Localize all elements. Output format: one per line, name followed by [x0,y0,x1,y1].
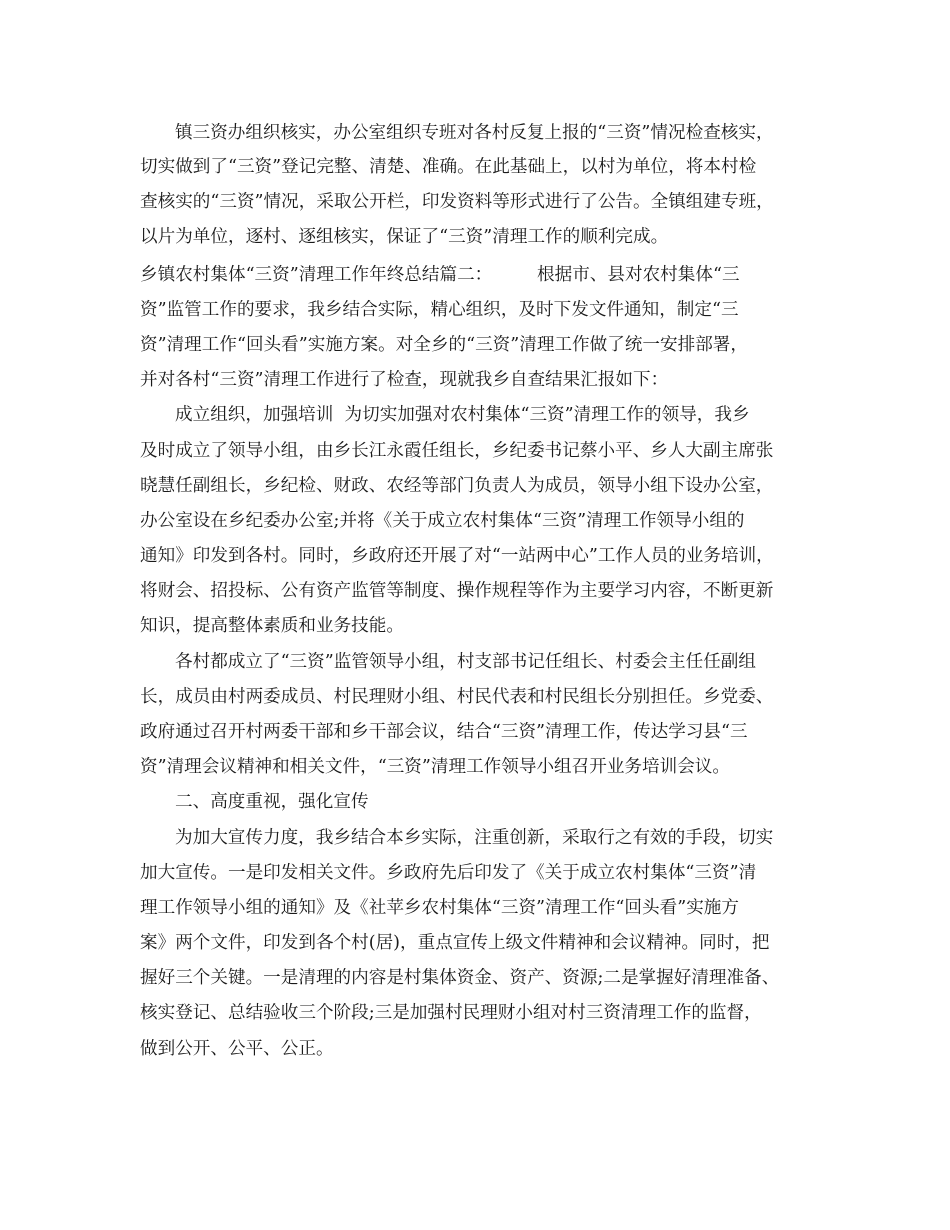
text-line: 政府通过召开村两委干部和乡干部会议，结合“三资”清理工作，传达学习县“三 [140,722,748,742]
text-line: 晓慧任副组长，乡纪检、财政、农经等部门负责人为成员，领导小组下设办公室， [140,476,774,496]
text-line: 理工作领导小组的通知》及《社苹乡农村集体“三资”清理工作“回头看”实施方 [140,898,739,918]
text-line: 及时成立了领导小组，由乡长江永霞任组长，乡纪委书记蔡小平、乡人大副主席张 [140,441,774,461]
text-line: 案》两个文件，印发到各个村(居)，重点宣传上级文件精神和会议精神。同时，把 [140,933,770,953]
text-line: 为加大宣传力度，我乡结合本乡实际，注重创新，采取行之有效的手段，切实 [175,828,774,848]
text-line: 握好三个关键。一是清理的内容是村集体资金、资产、资源;二是掌握好清理准备、 [140,968,780,988]
text-line: 各村都成立了“三资”监管领导小组，村支部书记任组长、村委会主任任副组 [175,652,756,672]
text-line: 做到公开、公平、公正。 [140,1039,334,1059]
section-heading: 二、高度重视，强化宣传 [175,792,369,812]
text-line: 切实做到了“三资”登记完整、清楚、准确。在此基础上，以村为单位，将本村检 [140,157,757,177]
text-line: 加大宣传。一是印发相关文件。乡政府先后印发了《关于成立农村集体“三资”清 [140,863,757,883]
text-line: 以片为单位，逐村、逐组核实，保证了“三资”清理工作的顺利完成。 [140,227,669,247]
text-line: 资”监管工作的要求，我乡结合实际，精心组织，及时下发文件通知，制定“三 [140,300,739,320]
text-line: 成立组织，加强培训 为切实加强对农村集体“三资”清理工作的领导，我乡 [175,405,750,425]
text-line: 将财会、招投标、公有资产监管等制度、操作规程等作为主要学习内容，不断更新 [140,581,774,601]
text-line: 长，成员由村两委成员、村民理财小组、村民代表和村民组长分别担任。乡党委、 [140,687,774,707]
text-line: 资”清理会议精神和相关文件，“三资”清理工作领导小组召开业务培训会议。 [140,757,730,777]
text-line: 资”清理工作“回头看”实施方案。对全乡的“三资”清理工作做了统一安排部署， [140,335,748,355]
text-line: 办公室设在乡纪委办公室;并将《关于成立农村集体“三资”清理工作领导小组的 [140,511,745,531]
text-line: 知识，提高整体素质和业务技能。 [140,616,404,636]
text-line: 核实登记、总结验收三个阶段;三是加强村民理财小组对村三资清理工作的监督， [140,1003,762,1023]
text-line: 通知》印发到各村。同时，乡政府还开展了对“一站两中心”工作人员的业务培训， [140,546,774,566]
text-line: 镇三资办组织核实，办公室组织专班对各村反复上报的“三资”情况检查核实， [175,123,774,143]
text-line: 并对各村“三资”清理工作进行了检查，现就我乡自查结果汇报如下： [140,370,669,390]
text-line: 查核实的“三资”情况，采取公开栏，印发资料等形式进行了公告。全镇组建专班， [140,192,774,212]
text-line: 乡镇农村集体“三资”清理工作年终总结篇二： 根据市、县对农村集体“三 [140,265,740,285]
